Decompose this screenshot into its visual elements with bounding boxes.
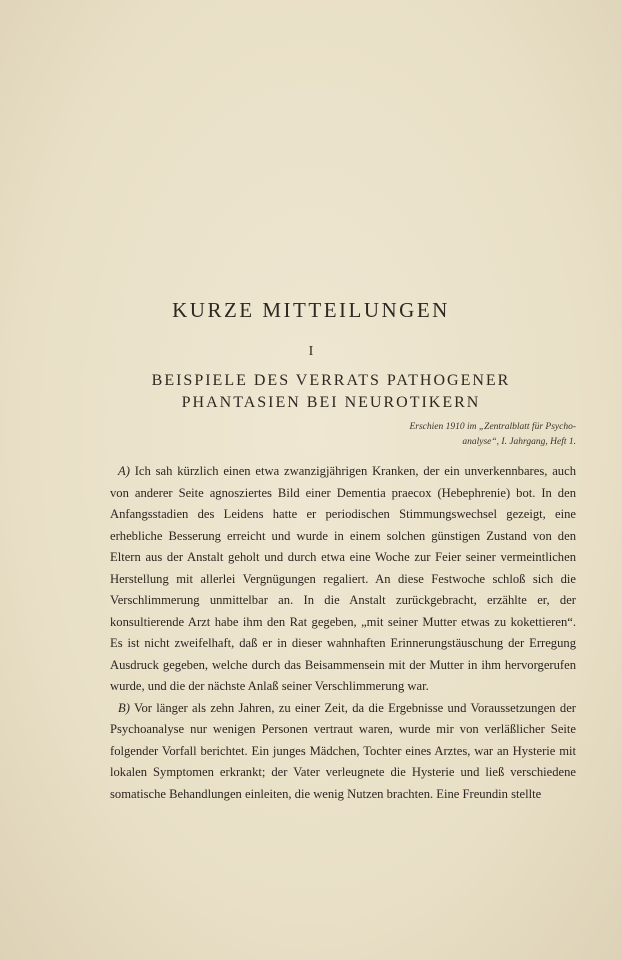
section-number: I xyxy=(308,344,314,359)
body-text xyxy=(110,461,576,805)
paragraph-a-text: Ich sah kürzlich einen etwa zwanzigjährigen Kranken, der ein unverkennbares, auch von anderer Seite agnosziertes Bild einer Dementia praecox (Hebephrenie) bot. In den Anfangsstadien des Leidens hatte er periodischen Stimmungswechsel gezeigt, eine erhebliche Besserung erreicht und wurde in einem solchen günstigen Zustand von den Eltern aus der Anstalt geholt und durch etwa eine Woche zur Feier seiner vermeintlichen Herstellung mit allerlei Vergnügungen regaliert. An diese Festwoche schloß sich die Verschlimmerung unmittelbar an. In die Anstalt zurückgebracht, erzählte er, der konsultierende Arzt habe ihm den Rat gegeben, „mit seiner Mutter etwas zu kokettieren“. Es ist nicht zweifelhaft, daß er in dieser wahnhaften Erinnerungstäuschung der Erregung Ausdruck gegeben, welche durch das Beisammensein mit der Mutter in ihm hervorgerufen wurde, und die der nächste Anlaß seiner Verschlimmerung war. xyxy=(110,464,576,693)
publication-note-line-1: Erschien 1910 im „Zentralblatt für Psycho- xyxy=(409,422,576,432)
paragraph-a-marker: A) xyxy=(118,464,130,478)
publication-note-line-2: analyse“, I. Jahrgang, Heft 1. xyxy=(462,437,576,447)
paragraph-b xyxy=(110,698,576,806)
publication-note xyxy=(340,420,576,450)
article-title-line-2: PHANTASIEN BEI NEUROTIKERN xyxy=(181,394,481,411)
paragraph-a xyxy=(110,461,576,698)
paragraph-b-text: Vor länger als zehn Jahren, zu einer Zeit, da die Ergebnisse und Voraussetzungen der Psychoanalyse nur wenigen Personen vertraut waren, wurde mir von verläßlicher Seite folgender Vorfall berichtet. Ein junges Mädchen, Tochter eines Arztes, war an Hysterie mit lokalen Symptomen erkrankt; der Vater verleugnete die Hysterie und ließ verschiedene somatische Behandlungen einleiten, die wenig Nutzen brachten. Eine Freundin stellte xyxy=(110,700,576,801)
article-title-line-1: BEISPIELE DES VERRATS PATHOGENER xyxy=(151,372,511,389)
section-heading: KURZE MITTEILUNGEN xyxy=(172,298,450,322)
paragraph-b-marker: B) xyxy=(118,700,130,715)
article-title xyxy=(0,370,622,414)
